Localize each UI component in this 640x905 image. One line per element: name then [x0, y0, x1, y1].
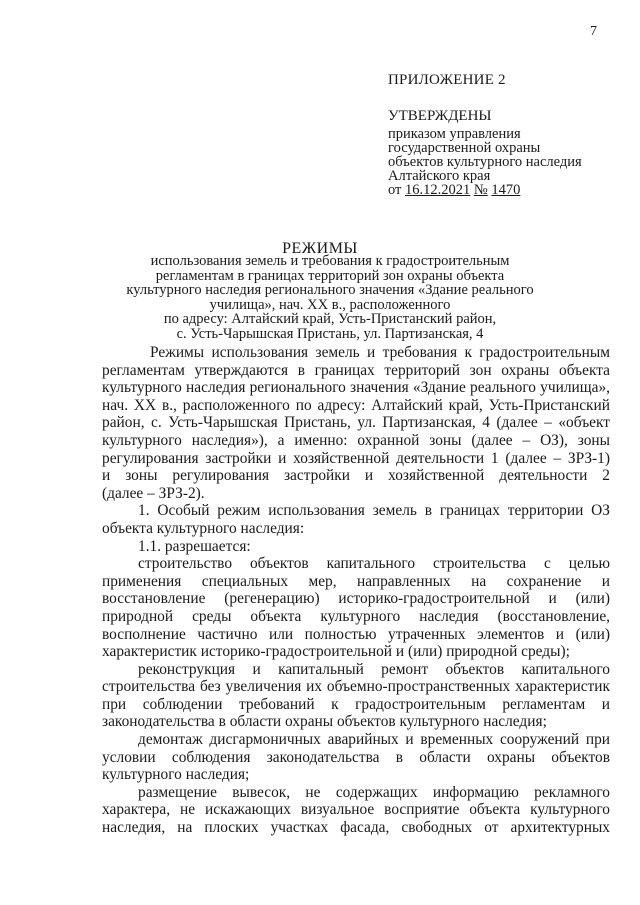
order-line: объектов культурного наследия: [388, 154, 582, 170]
subtitle-line: училища», нач. XX в., расположенного: [209, 296, 451, 313]
text-line: демонтаж дисгармоничных аварийных и временных сооружений при: [138, 731, 610, 749]
page-number: 7: [590, 24, 597, 39]
annex-heading: ПРИЛОЖЕНИЕ 2: [388, 72, 506, 88]
document-subtitle: [110, 254, 550, 341]
text-line: характеристик историко-градостроительной и (или) природной среды);: [102, 643, 570, 661]
order-line: Алтайского края: [388, 168, 491, 184]
text-line: культурного наследия регионального значения «Здание реального училища»,: [102, 379, 610, 397]
document-body: [102, 344, 610, 837]
text-line: природной среды объекта культурного наследия (восстановление,: [102, 607, 610, 625]
order-number: 1470: [491, 182, 521, 198]
permitted-item: [102, 661, 610, 731]
approved-heading: УТВЕРЖДЕНЫ: [388, 108, 492, 124]
text-line: и зоны регулирования застройки и хозяйственной деятельности 2: [102, 467, 610, 485]
text-line: реконструкция и капитальный ремонт объектов капитального: [138, 660, 610, 678]
section-1-1-paragraph: [102, 538, 610, 556]
section-1-paragraph: [102, 502, 610, 537]
text-line: регламентам утверждаются в границах территорий зон охраны объекта: [102, 361, 610, 379]
order-number-label: №: [473, 182, 488, 198]
text-line: строительства без увеличения их объемно-пространственных характеристик: [102, 678, 610, 696]
subtitle-line: по адресу: Алтайский край, Усть-Пристанский район,: [163, 311, 497, 327]
text-line: культурного наследия»), а именно: охранной зоны (далее – ОЗ), зоны: [102, 431, 610, 449]
text-line: район, с. Усть-Чарышская Пристань, ул. Партизанская, 4 (далее – «объект: [102, 414, 610, 432]
order-date-line: [388, 183, 582, 197]
text-line: условии соблюдения законодательства в области охраны объектов: [102, 748, 610, 766]
text-line: восполнение частично или полностью утраченных элементов и (или): [102, 625, 610, 643]
order-from-label: от: [388, 182, 402, 198]
subtitle-line: регламентам в границах территорий зон охраны объекта: [155, 267, 505, 284]
text-line: Режимы использования земель и требования к градостроительным: [150, 344, 610, 361]
intro-paragraph: [102, 344, 610, 502]
text-line: характера, не искажающих визуальное восприятие объекта культурного: [102, 801, 610, 819]
subtitle-line: культурного наследия регионального значения «Здание реального: [126, 282, 534, 298]
text-line: регулирования застройки и хозяйственной деятельности 1 (далее – ЗРЗ-1): [102, 449, 610, 467]
text-line: размещение вывесок, не содержащих информацию рекламного: [138, 783, 610, 801]
permitted-item: [102, 555, 610, 661]
text-line: строительство объектов капитального строительства с целью: [138, 555, 610, 573]
text-line: наследия, на плоских участках фасада, свободных от архитектурных: [102, 819, 610, 837]
text-line: восстановление (регенерацию) историко-градостроительной и (или): [102, 590, 610, 608]
document-title: РЕЖИМЫ: [282, 240, 358, 257]
text-line: при соблюдении требований к градостроительным регламентам и: [102, 695, 610, 713]
text-line: 1. Особый режим использования земель в границах территории ОЗ: [138, 502, 610, 520]
order-reference: [388, 127, 582, 197]
text-line: законодательства в области охраны объектов культурного наследия;: [102, 713, 547, 731]
text-line: (далее – ЗРЗ-2).: [102, 484, 205, 502]
order-line: приказом управления: [388, 126, 521, 142]
text-line: 1.1. разрешается:: [138, 537, 251, 555]
text-line: культурного наследия;: [102, 766, 250, 784]
text-line: применения специальных мер, направленных на сохранение и: [102, 572, 610, 590]
permitted-item: [102, 784, 610, 837]
text-line: нач. XX в., расположенного по адресу: Алтайский край, Усть-Пристанский: [102, 396, 610, 414]
subtitle-line: использования земель и требования к градостроительным: [150, 253, 510, 269]
order-line: государственной охраны: [388, 140, 541, 156]
subtitle-line: с. Усть-Чарышская Пристань, ул. Партизанская, 4: [176, 325, 484, 342]
permitted-item: [102, 731, 610, 784]
text-line: объекта культурного наследия:: [102, 519, 305, 537]
order-date: 16.12.2021: [405, 182, 471, 198]
